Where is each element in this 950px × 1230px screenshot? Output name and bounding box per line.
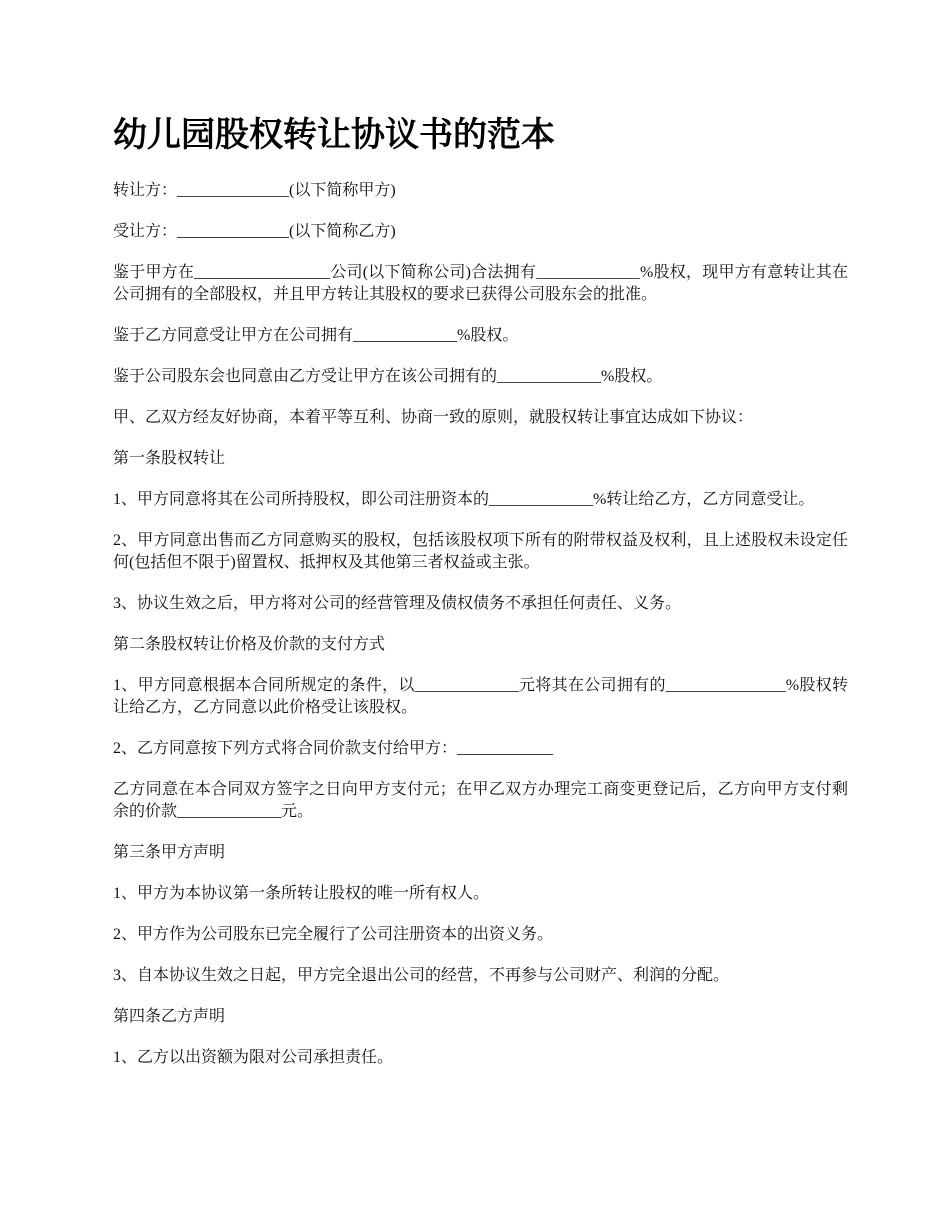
clause-1-1: 1、甲方同意将其在公司所持股权，即公司注册资本的_____________%转让给乙方，乙方同意受让。 [113,491,815,508]
clause-1-2: 2、甲方同意出售而乙方同意购买的股权，包括该股权项下所有的附带权益及权利，且上述股权未设定任何(包括但不限于)留置权、抵押权及其他第三者权益或主张。 [113,532,848,571]
document-page [113,110,848,1088]
clause-3-3: 3、自本协议生效之日起，甲方完全退出公司的经营，不再参与公司财产、利润的分配。 [113,967,730,984]
clause-2-2-detail: 乙方同意在本合同双方签字之日向甲方支付元；在甲乙双方办理完工商变更登记后，乙方向甲方支付剩余的价款_____________元。 [113,781,848,820]
section-heading-3: 第三条甲方声明 [113,844,226,861]
clause-3-2: 2、甲方作为公司股东已完全履行了公司注册资本的出资义务。 [113,926,554,943]
clause-1-3: 3、协议生效之后，甲方将对公司的经营管理及债权债务不承担任何责任、义务。 [113,595,682,612]
section-heading-2: 第二条股权转让价格及价款的支付方式 [113,636,386,653]
clause-2-1: 1、甲方同意根据本合同所规定的条件，以_____________元将其在公司拥有的_______________%股权转让给乙方，乙方同意以此价格受让该股权。 [113,677,848,716]
clause-4-1: 1、乙方以出资额为限对公司承担责任。 [113,1049,394,1066]
section-heading-1: 第一条股权转让 [113,450,226,467]
section-heading-4: 第四条乙方声明 [113,1008,226,1025]
document-title: 幼儿园股权转让协议书的范本 [113,117,555,154]
paragraph-preamble: 甲、乙双方经友好协商，本着平等互利、协商一致的原则，就股权转让事宜达成如下协议： [113,409,754,426]
paragraph-recital-3: 鉴于公司股东会也同意由乙方受让甲方在该公司拥有的_____________%股权。 [113,368,663,385]
paragraph-recital-1: 鉴于甲方在_________________公司(以下简称公司)合法拥有_____________%股权，现甲方有意转让其在公司拥有的全部股权，并且甲方转让其股权的要求已获得公司股东会的批准。 [113,264,848,303]
paragraph-transferor: 转让方：______________(以下简称甲方) [113,182,396,199]
clause-3-1: 1、甲方为本协议第一条所转让股权的唯一所有权人。 [113,885,490,902]
paragraph-transferee: 受让方：______________(以下简称乙方) [113,223,396,240]
clause-2-2: 2、乙方同意按下列方式将合同价款支付给甲方：____________ [113,740,554,757]
paragraph-recital-2: 鉴于乙方同意受让甲方在公司拥有_____________%股权。 [113,327,519,344]
